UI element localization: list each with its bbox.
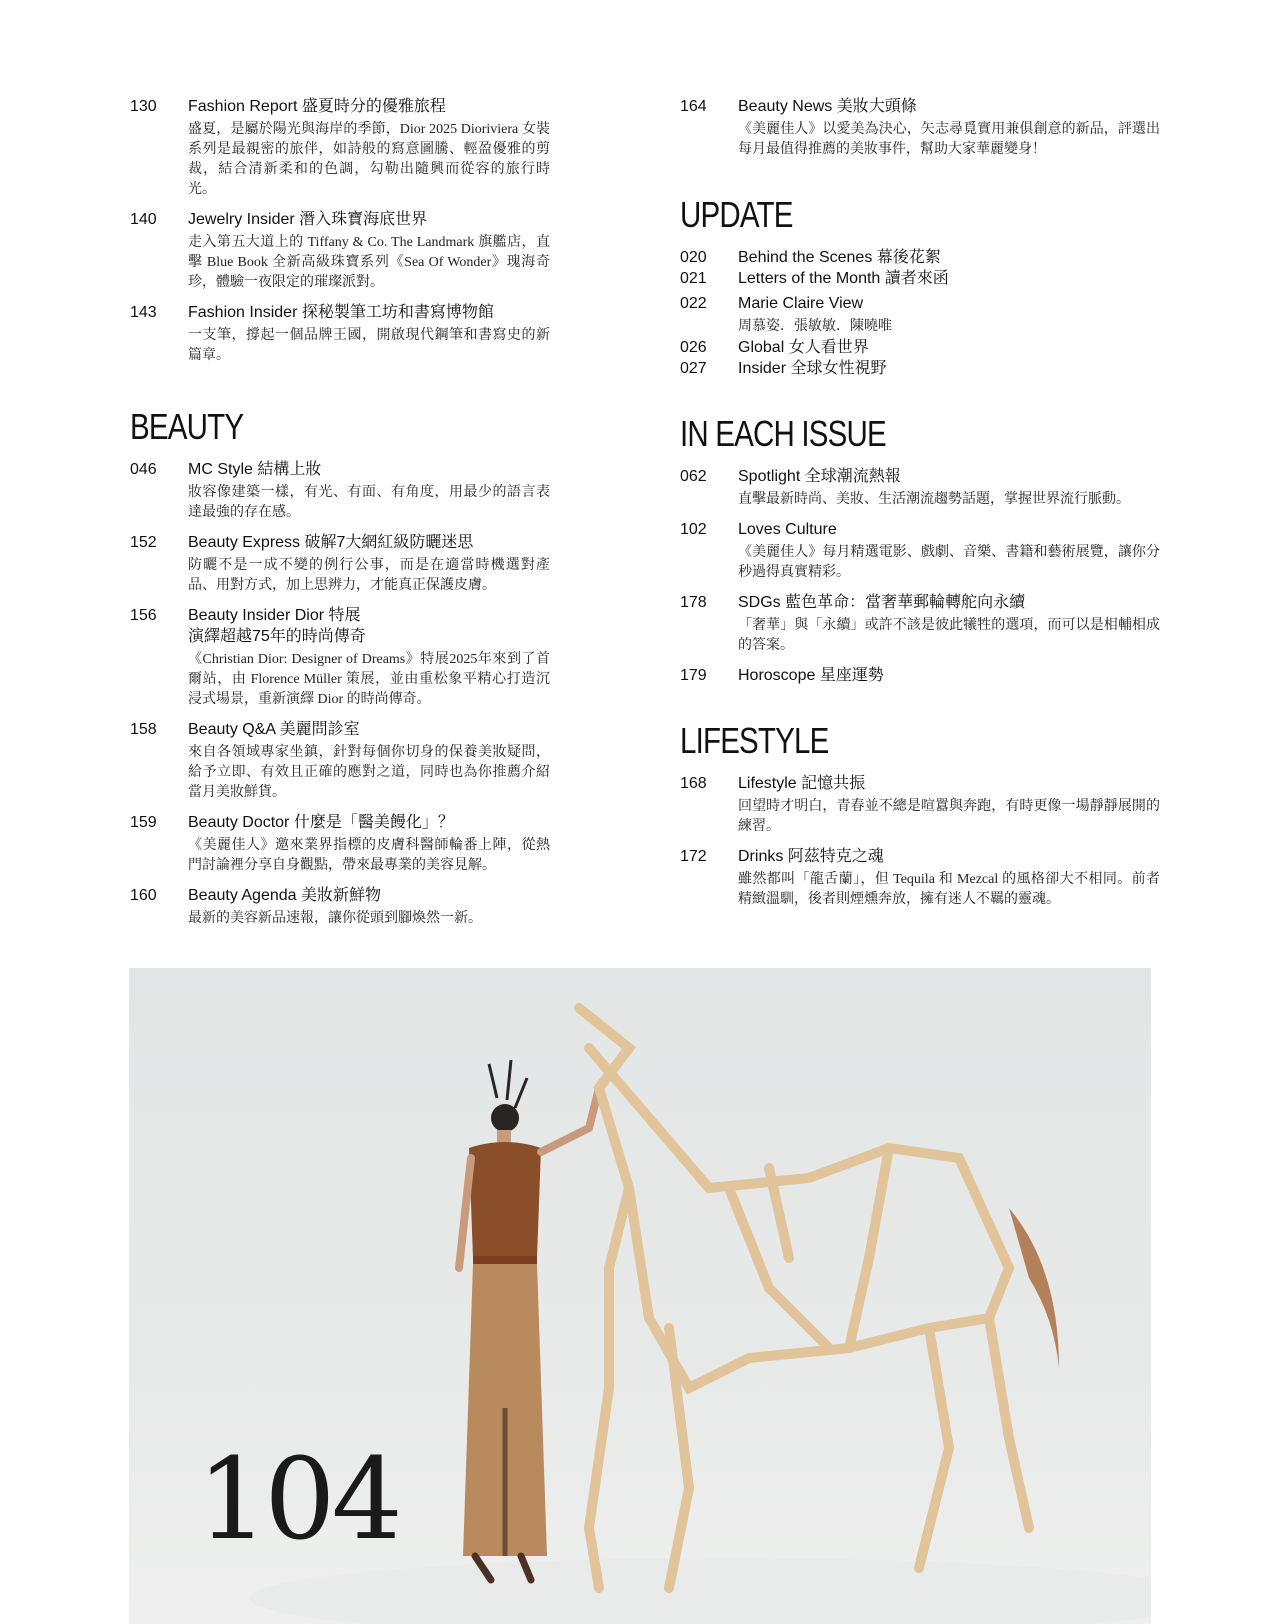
toc-entry-160[interactable] <box>130 885 550 929</box>
entry-title-line2: 演繹超越75年的時尚傳奇 <box>188 628 366 645</box>
page-number: 102 <box>680 521 707 538</box>
toc-entry-172[interactable] <box>680 846 1160 910</box>
page-number: 046 <box>130 461 157 478</box>
entry-title: SDGs 藍色革命：當奢華郵輪轉舵向永續 <box>738 594 1026 611</box>
entry-description: 《美麗佳人》邀來業界指標的皮膚科醫師輪番上陣，從熱門討論裡分享自身觀點，帶來最專業的美容見解。 <box>188 838 550 873</box>
photo-illustration <box>129 968 1151 1624</box>
feature-photo[interactable] <box>129 968 1151 1624</box>
entry-title: Beauty Insider Dior 特展 <box>188 607 361 624</box>
toc-entry-179[interactable] <box>680 665 1160 686</box>
entry-description: 《美麗佳人》以愛美為決心，矢志尋覓實用兼俱創意的新品，評選出每月最值得推薦的美妝事件，幫助大家華麗變身！ <box>738 122 1160 157</box>
page-number: 062 <box>680 468 707 485</box>
left-column <box>130 96 550 938</box>
entry-title: Behind the Scenes 幕後花絮 <box>738 249 941 266</box>
model-figure <box>459 1060 599 1580</box>
entry-title: Beauty News 美妝大頭條 <box>738 98 917 115</box>
section-heading-update: UPDATE <box>680 194 793 235</box>
entry-title: Letters of the Month 讀者來函 <box>738 270 949 287</box>
toc-entry-158[interactable] <box>130 719 550 803</box>
page-number: 172 <box>680 848 707 865</box>
right-column <box>680 96 1160 919</box>
entry-description: 妝容像建築一樣，有光、有面、有角度，用最少的語言表達最強的存在感。 <box>188 485 550 520</box>
entry-description: 防曬不是一成不變的例行公事，而是在適當時機選對產品、用對方式，加上思辨力，才能真正保護皮膚。 <box>188 558 550 593</box>
entry-title: Fashion Report 盛夏時分的優雅旅程 <box>188 98 446 115</box>
toc-entry-026[interactable] <box>680 337 1160 358</box>
toc-entry-140[interactable] <box>130 209 550 293</box>
entry-title: Jewelry Insider 潛入珠寶海底世界 <box>188 211 428 228</box>
entry-description: 直擊最新時尚、美妝、生活潮流趨勢話題，掌握世界流行脈動。 <box>738 492 1130 507</box>
entry-title: Marie Claire View <box>738 295 864 312</box>
page-number: 022 <box>680 295 707 312</box>
page-number: 021 <box>680 270 707 287</box>
toc-entry-022[interactable] <box>680 293 1160 337</box>
page-number: 156 <box>130 607 157 624</box>
section-heading-lifestyle: LIFESTYLE <box>680 720 829 761</box>
section-heading-beauty: BEAUTY <box>130 406 244 447</box>
toc-entry-156[interactable] <box>130 605 550 710</box>
toc-entry-102[interactable] <box>680 519 1160 583</box>
entry-title: Beauty Agenda 美妝新鮮物 <box>188 887 381 904</box>
entry-title: Horoscope 星座運勢 <box>738 667 884 684</box>
toc-entry-020[interactable] <box>680 247 1160 268</box>
horse-tail <box>1009 1208 1059 1368</box>
entry-title: MC Style 結構上妝 <box>188 461 322 478</box>
toc-entry-021[interactable] <box>680 268 1160 289</box>
page-number: 178 <box>680 594 707 611</box>
section-heading-in-each-issue: IN EACH ISSUE <box>680 413 886 454</box>
entry-description: 回望時才明白，青春並不總是喧囂與奔跑，有時更像一場靜靜展開的練習。 <box>738 799 1160 834</box>
toc-entry-027[interactable] <box>680 358 1160 379</box>
entry-title: Beauty Q&A 美麗問診室 <box>188 721 360 738</box>
page-number: 026 <box>680 339 707 356</box>
entry-description: 「奢華」與「永續」或許不該是彼此犧牲的選項，而可以是相輔相成的答案。 <box>738 618 1160 653</box>
page-number: 158 <box>130 721 157 738</box>
entry-description: 走入第五大道上的 Tiffany & Co. The Landmark 旗艦店，直擊 Blue Book 全新高級珠寶系列《Sea Of Wonder》瑰海奇珍，體驗一夜限定的璀璨派對。 <box>188 235 550 290</box>
toc-entry-159[interactable] <box>130 812 550 876</box>
toc-entry-143[interactable] <box>130 302 550 366</box>
page-number: 143 <box>130 304 157 321</box>
toc-entry-152[interactable] <box>130 532 550 596</box>
entry-title: Drinks 阿茲特克之魂 <box>738 848 884 865</box>
page-number: 020 <box>680 249 707 266</box>
page-number: 164 <box>680 98 707 115</box>
entry-title: Beauty Doctor 什麼是「醫美饅化」？ <box>188 814 454 831</box>
entry-description: 《Christian Dior: Designer of Dreams》特展2025年來到了首爾站，由 Florence Müller 策展，並由重松象平精心打造沉浸式場景，重新演繹 Dior 的時尚傳奇。 <box>188 652 550 707</box>
toc-entry-168[interactable] <box>680 773 1160 837</box>
toc-entry-062[interactable] <box>680 466 1160 510</box>
page-number-large: 104 <box>197 1435 399 1565</box>
entry-title: Fashion Insider 探秘製筆工坊和書寫博物館 <box>188 304 494 321</box>
entry-description: 來自各領域專家坐鎮，針對每個你切身的保養美妝疑問，給予立即、有效且正確的應對之道，同時也為你推薦介紹當月美妝鮮貨。 <box>188 745 550 800</box>
entry-title: Spotlight 全球潮流熱報 <box>738 468 901 485</box>
entry-title: Insider 全球女性視野 <box>738 360 887 377</box>
entry-title: Loves Culture <box>738 521 837 538</box>
toc-entry-164[interactable] <box>680 96 1160 160</box>
entry-title: Global 女人看世界 <box>738 339 869 356</box>
toc-entry-178[interactable] <box>680 592 1160 656</box>
entry-description: 雖然都叫「龍舌蘭」，但 Tequila 和 Mezcal 的風格卻大不相同。前者精緻溫馴，後者則煙燻奔放，擁有迷人不羈的靈魂。 <box>738 872 1160 907</box>
toc-entry-130[interactable] <box>130 96 550 200</box>
entry-description: 盛夏，是屬於陽光與海岸的季節，Dior 2025 Dioriviera 女裝系列是最親密的旅伴，如詩般的寫意圖騰、輕盈優雅的剪裁，結合清新柔和的色調，勾勒出隨興而從容的旅行時光。 <box>188 122 550 197</box>
page-number: 160 <box>130 887 157 904</box>
page-number: 159 <box>130 814 157 831</box>
page-number: 152 <box>130 534 157 551</box>
page-number: 179 <box>680 667 707 684</box>
entry-description: 周慕姿．張敏敏．陳曉唯 <box>738 319 892 334</box>
toc-entry-046[interactable] <box>130 459 550 523</box>
wooden-horse-sculpture <box>579 1008 1029 1588</box>
page-number: 027 <box>680 360 707 377</box>
page-number: 168 <box>680 775 707 792</box>
page-number: 140 <box>130 211 157 228</box>
entry-description: 一支筆，撐起一個品牌王國，開啟現代鋼筆和書寫史的新篇章。 <box>188 328 550 363</box>
entry-title: Beauty Express 破解7大網紅級防曬迷思 <box>188 534 474 551</box>
entry-title: Lifestyle 記憶共振 <box>738 775 866 792</box>
entry-description: 《美麗佳人》每月精選電影、戲劇、音樂、書籍和藝術展覽，讓你分秒過得真實精彩。 <box>738 545 1160 580</box>
entry-description: 最新的美容新品速報，讓你從頭到腳煥然一新。 <box>188 911 482 926</box>
page-number: 130 <box>130 98 157 115</box>
